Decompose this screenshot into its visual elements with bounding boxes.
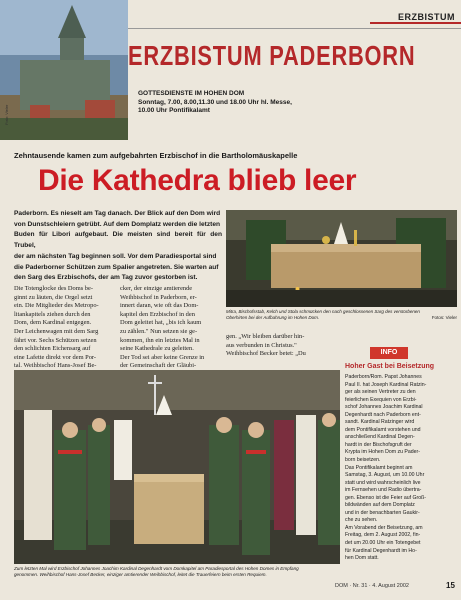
info-line: dem Pontifikalamt vorstehen und [345,426,421,433]
body-line: Der Leichenwagen mit dem Sarg [14,327,99,335]
info-line: Am Vorabend der Beisetzung, am [345,524,423,531]
coffin-photo [226,210,457,307]
service-times [138,90,338,116]
info-line: bildwänden auf dem Domplatz [345,502,415,509]
body-line: ginnt zu läuten, die Orgel setzt [14,293,93,301]
info-badge: INFO [370,347,408,359]
page-number: 15 [446,581,455,590]
body-line: kommen, ihn ein letztes Mal in [120,336,200,344]
lead-line: der am nächsten Tag beginnen soll. Vor dem Paradiesportal sind [14,252,217,260]
procession-photo [14,370,340,564]
article-column-3 [226,333,336,359]
lead-line: von Dunstschleiern getrübt. Auf dem Domplatz werden die letzten [14,220,221,228]
info-line: für Kardinal Degenhardt im Ho- [345,547,417,554]
info-line: born beisetzen. [345,457,381,464]
body-line: seine Kathedrale zu geleiten. [120,345,194,353]
body-line: Weihbischof Becker betet: „Du [226,350,306,358]
body-line: cker, der einzige amtierende [120,285,193,292]
body-line: Dom geleitet hat, „bis ich kaum [120,319,202,327]
section-underline [370,22,461,24]
header-rule [128,28,461,29]
body-line: innert daran, wie oft das Dom- [120,302,199,310]
photo-credit: Foto: Vieler [4,104,9,125]
caption-line: Zum letzten Mal wird Erzbischof Johannes Joachim Kardinal Degenhardt vom Domkapitel am Paradiesportal des Hohen Domes in Empfang [14,566,299,571]
cathedral-photo [0,0,128,140]
info-line: det um 20.00 Uhr ein Totengebet [345,540,421,547]
info-line: feierlichen Exequien von Erzbi- [345,396,417,403]
info-line: Paderborn/Rom. Papst Johannes [345,374,422,380]
lead-line: Buden für Libori aufgebaut. Die meisten sind bereit für den Trubel, [14,231,222,250]
info-line: Paul II. hat Joseph Kardinal Ratzin- [345,381,427,388]
issue-info: DOM · Nr. 31 · 4. August 2002 [335,583,409,589]
info-line: hen Dom statt. [345,555,379,562]
article-column-2 [120,285,220,371]
article-headline: Die Kathedra blieb leer [38,164,357,197]
info-line: ger als seinen Vertreter zu den [345,389,416,396]
article-kicker: Zehntausende kamen zum aufgebahrten Erzbischof in die Bartholomäuskapelle [14,151,298,160]
section-label: ERZBISTUM [398,12,455,22]
photo-caption-top [226,309,457,321]
body-line: zu zählen." Nun setzen sie ge- [120,327,198,335]
article-lead [14,209,222,284]
caption-line: Oberhirten bei der Aufbahrung im Hohen Dom. [226,315,320,320]
photo-credit: Fotos: Vieler [431,315,457,320]
info-line: im Fernsehen und Radio übertra- [345,487,422,494]
info-line: und in der benachbarten Gaukir- [345,509,420,516]
body-line: tal. Weihbischof Hans-Josef Be- [14,362,97,370]
info-line: anschließend Kardinal Degen- [345,434,415,441]
info-line: Das Pontifikalamt beginnt am [345,464,413,471]
body-line: aus verbunden in Christus." [226,341,297,349]
info-line: che zu sehen. [345,517,378,524]
body-line: ein. Die Mitglieder des Metropo- [14,302,99,310]
body-line: der Gemeinschaft der Gläubi- [120,362,197,370]
info-line: schof Johannes Joachim Kardinal [345,404,423,411]
info-line: hardt in der Bischofsgruft der [345,441,412,448]
body-line: den schlichten Eichensarg auf [14,345,91,353]
page-title: ERZBISTUM PADERBORN [128,40,416,71]
info-line: Degenhardt nach Paderborn ent- [345,411,421,418]
info-line: Freitag, dem 2. August 2002, fin- [345,532,421,539]
info-title: Hoher Gast bei Beisetzung [345,363,435,370]
body-line: Dom, dem Kardinal entgegen. [14,319,92,327]
body-line: fährt vor. Sechs Schützen setzen [14,336,97,344]
body-line: eine Lafette direkt vor dem Por- [14,353,97,361]
service-line: 10.00 Uhr Pontifikalamt [138,107,210,114]
lead-line: den Sarg des Erzbischofs, der am Tag zuvor gestorben ist. [14,274,198,282]
lead-line: Paderborn. Es nieselt am Tag danach. Der Blick auf den Dom wird [14,210,221,217]
info-body [345,374,457,563]
info-line: sandt. Kardinal Ratzinger wird [345,419,415,426]
caption-line: Mitra, Bischofsstab, Kelch und Stola schmücken den nach geschlossenen Sarg des verstorbenen [226,309,420,314]
article-column-1 [14,285,114,371]
lead-line: die Paderborner Schützen zum Spalier angetreten. Sie warten auf [14,263,219,271]
info-line: gen. Ebenso ist die Feier auf Groß- [345,494,427,501]
body-line: gen. „Wir bleiben darüber hin- [226,333,305,340]
service-line: Sonntag, 7.00, 8.00,11.30 und 18.00 Uhr hl. Messe, [138,98,292,106]
info-line: Krypta im Hohen Dom zu Pader- [345,449,420,456]
body-line: Die Totenglocke des Doms be- [14,285,93,292]
info-line: Samstag, 3. August, um 10.00 Uhr [345,472,425,479]
body-line: kapitel den Erzbischof in den [120,310,195,318]
body-line: Weihbischof in Paderborn, er- [120,293,197,301]
body-line: Der Tod sei aber keine Grenze in [120,353,205,361]
photo-caption-bottom [14,566,340,579]
service-title: GOTTESDIENSTE IM HOHEN DOM [138,90,245,97]
caption-line: genommen. Weihbischof Hans-Josef Becker, einziger amtierender Weihbischof, leitet die Trauerfeiern beim ersten Requiem. [14,572,267,578]
info-line: statt und wird wahrscheinlich live [345,479,421,486]
body-line: litankapitels ziehen durch den [14,310,91,318]
